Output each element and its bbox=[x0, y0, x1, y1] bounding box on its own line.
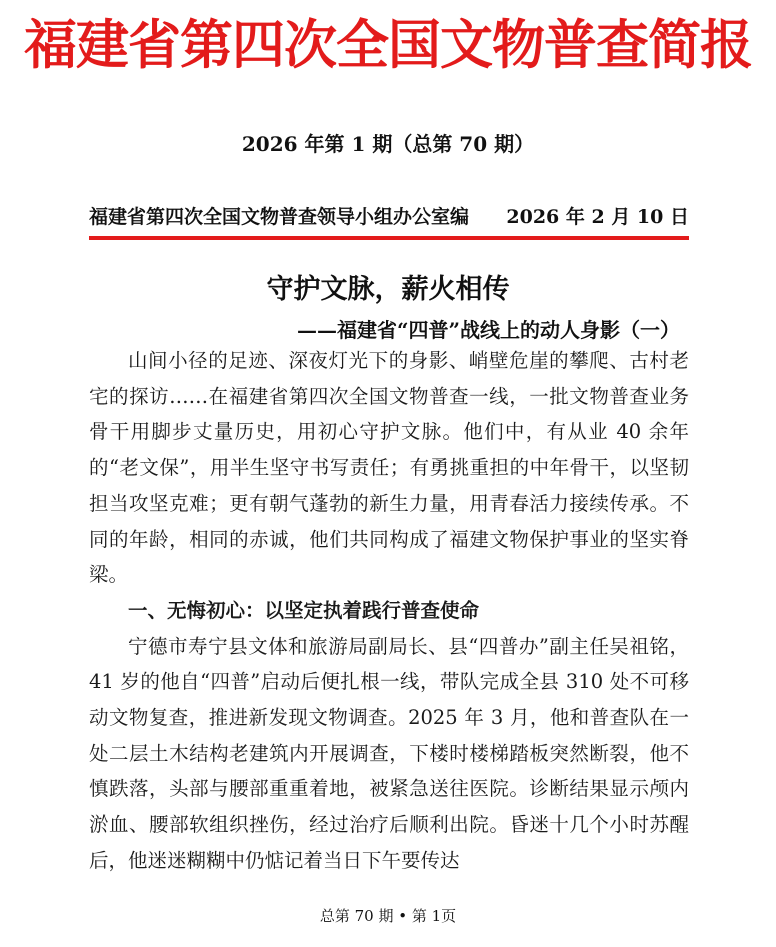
article-subtitle: ——福建省“四普”战线上的动人身影（一） bbox=[296, 318, 680, 342]
issue-number: 2026 年第 1 期（总第 70 期） bbox=[241, 132, 535, 156]
masthead-title: 福建省第四次全国文物普查简报 bbox=[24, 14, 752, 76]
intro-paragraph: 山间小径的足迹、深夜灯光下的身影、峭壁危崖的攀爬、古村老宅的探访……在福建省第四次全国文物普查一线，一批文物普查业务骨干用脚步丈量历史，用初心守护文脉。他们中，有从业 40 余年的“老文保”，用半生坚守书写责任；有勇挑重担的中年骨干，以坚韧担当攻坚克难；更有朝气蓬勃的新生力量，用青春活力接续传承。不同的年龄，相同的赤诚，他们共同构成了福建文物保护事业的坚实脊梁。 bbox=[89, 349, 689, 587]
section-paragraph: 宁德市寿宁县文体和旅游局副局长、县“四普办”副主任吴祖铭，41 岁的他自“四普”启动后便扎根一线，带队完成全县 310 处不可移动文物复查，推进新发现文物调查。2025 年 3 月，他和普查队在一处二层土木结构老建筑内开展调查，下楼时楼梯踏板突然断裂，他不慎跌落，头部与腰部重重着地，被紧急送往医院。诊断结果显示颅内淤血、腰部软组织挫伤，经过治疗后顺利出院。昏迷十几个小时苏醒后，他迷迷糊糊中仍惦记着当日下午要传达 bbox=[89, 634, 689, 872]
section-heading: 一、无悔初心：以坚定执着践行普查使命 bbox=[128, 598, 480, 622]
article-title: 守护文脉，薪火相传 bbox=[266, 274, 510, 305]
article-body bbox=[89, 343, 689, 879]
editor-line bbox=[89, 203, 689, 231]
publish-date: 2026 年 2 月 10 日 bbox=[506, 206, 689, 228]
red-divider bbox=[89, 236, 689, 240]
page-footer: 总第 70 期 • 第 1页 bbox=[319, 907, 457, 925]
editor-name: 福建省第四次全国文物普查领导小组办公室编 bbox=[89, 206, 470, 228]
